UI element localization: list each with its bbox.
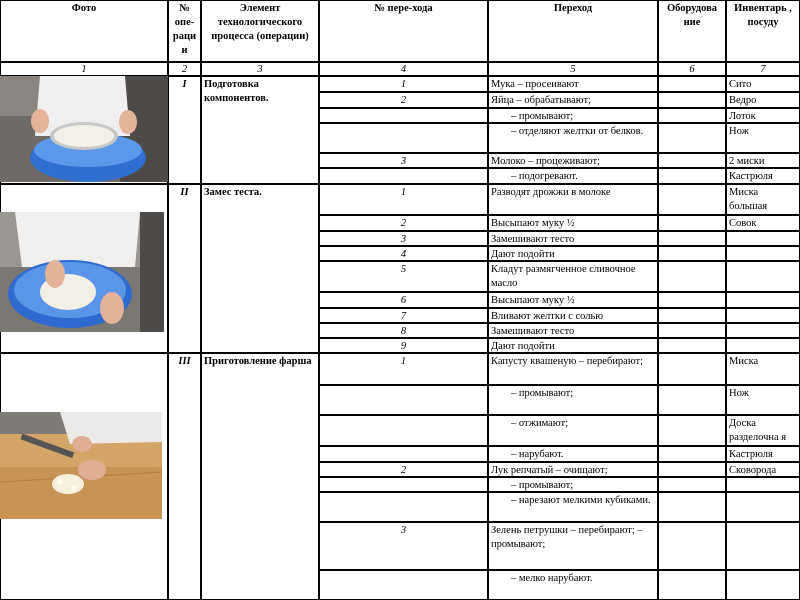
- chopping-cabbage-photo: [0, 412, 162, 519]
- transition-number: 2: [319, 462, 488, 477]
- inventory-cell: [726, 246, 800, 261]
- equipment-cell: [658, 168, 726, 184]
- inventory-cell: Нож: [726, 123, 800, 153]
- inventory-cell: Кастрюля: [726, 446, 800, 462]
- equipment-cell: [658, 492, 726, 522]
- transition-text: – нарубают.: [488, 446, 658, 462]
- transition-text: – нарезают мелкими кубиками.: [488, 492, 658, 522]
- process-element: Подготовка компонентов.: [201, 76, 319, 184]
- col-number-1: 1: [0, 62, 168, 76]
- process-element: Замес теста.: [201, 184, 319, 353]
- transition-number: [319, 477, 488, 492]
- equipment-cell: [658, 123, 726, 153]
- transition-number: [319, 446, 488, 462]
- equipment-cell: [658, 108, 726, 123]
- sifting-flour-photo: [0, 76, 168, 182]
- col-number-4: 4: [319, 62, 488, 76]
- equipment-cell: [658, 76, 726, 92]
- transition-text: Замешивают тесто: [488, 231, 658, 246]
- inventory-cell: Ведро: [726, 92, 800, 108]
- transition-number: 5: [319, 261, 488, 292]
- col-number-7: 7: [726, 62, 800, 76]
- inventory-cell: Миска большая: [726, 184, 800, 215]
- transition-number: [319, 492, 488, 522]
- transition-text: Кладут размягченное сливочное масло: [488, 261, 658, 292]
- transition-number: [319, 415, 488, 446]
- inventory-cell: Нож: [726, 385, 800, 415]
- inventory-cell: Миска: [726, 353, 800, 385]
- equipment-cell: [658, 215, 726, 231]
- transition-number: 3: [319, 522, 488, 570]
- transition-text: – мелко нарубают.: [488, 570, 658, 600]
- operation-number: II: [168, 184, 201, 353]
- transition-text: Дают подойти: [488, 246, 658, 261]
- transition-text: – промывают;: [488, 385, 658, 415]
- transition-number: 3: [319, 231, 488, 246]
- inventory-cell: Кастрюля: [726, 168, 800, 184]
- transition-number: 6: [319, 292, 488, 308]
- equipment-cell: [658, 292, 726, 308]
- inventory-cell: Сковорода: [726, 462, 800, 477]
- transition-number: [319, 123, 488, 153]
- transition-text: Замешивают тесто: [488, 323, 658, 338]
- transition-number: 1: [319, 76, 488, 92]
- inventory-cell: Совок: [726, 215, 800, 231]
- transition-text: Разводят дрожжи в молоке: [488, 184, 658, 215]
- header-transition-num: № пере-хода: [319, 0, 488, 62]
- transition-number: 4: [319, 246, 488, 261]
- col-number-6: 6: [658, 62, 726, 76]
- header-equipment: Оборудова ние: [658, 0, 726, 62]
- equipment-cell: [658, 92, 726, 108]
- col-number-5: 5: [488, 62, 658, 76]
- equipment-cell: [658, 415, 726, 446]
- transition-number: 9: [319, 338, 488, 353]
- transition-number: 2: [319, 215, 488, 231]
- process-element: Приготовление фарша: [201, 353, 319, 600]
- inventory-cell: [726, 261, 800, 292]
- inventory-cell: [726, 522, 800, 570]
- header-element: Элемент технологического процесса (операции): [201, 0, 319, 62]
- transition-text: Молоко – процеживают;: [488, 153, 658, 168]
- inventory-cell: [726, 292, 800, 308]
- transition-text: Яйца – обрабатывают;: [488, 92, 658, 108]
- equipment-cell: [658, 308, 726, 323]
- operation-number: III: [168, 353, 201, 600]
- transition-number: [319, 108, 488, 123]
- transition-number: 8: [319, 323, 488, 338]
- equipment-cell: [658, 353, 726, 385]
- transition-text: Капусту квашеную – перебирают;: [488, 353, 658, 385]
- transition-text: – отжимают;: [488, 415, 658, 446]
- header-inventory: Инвентарь , посуду: [726, 0, 800, 62]
- transition-number: [319, 385, 488, 415]
- equipment-cell: [658, 246, 726, 261]
- inventory-cell: 2 миски: [726, 153, 800, 168]
- equipment-cell: [658, 570, 726, 600]
- transition-number: 7: [319, 308, 488, 323]
- transition-text: Зелень петрушки – перебирают; – промывают;: [488, 522, 658, 570]
- equipment-cell: [658, 462, 726, 477]
- inventory-cell: Сито: [726, 76, 800, 92]
- transition-text: – промывают;: [488, 108, 658, 123]
- transition-number: 1: [319, 184, 488, 215]
- inventory-cell: [726, 231, 800, 246]
- inventory-cell: [726, 323, 800, 338]
- equipment-cell: [658, 338, 726, 353]
- transition-text: – промывают;: [488, 477, 658, 492]
- inventory-cell: Лоток: [726, 108, 800, 123]
- header-op-num: № опе-раци и: [168, 0, 201, 62]
- kneading-dough-photo: [0, 212, 164, 332]
- equipment-cell: [658, 231, 726, 246]
- equipment-cell: [658, 153, 726, 168]
- col-number-3: 3: [201, 62, 319, 76]
- transition-number: [319, 168, 488, 184]
- inventory-cell: Доска разделочна я: [726, 415, 800, 446]
- equipment-cell: [658, 522, 726, 570]
- equipment-cell: [658, 261, 726, 292]
- transition-text: – отделяют желтки от белков.: [488, 123, 658, 153]
- col-number-2: 2: [168, 62, 201, 76]
- inventory-cell: [726, 570, 800, 600]
- transition-text: Лук репчатый – очищают;: [488, 462, 658, 477]
- transition-text: Дают подойти: [488, 338, 658, 353]
- transition-text: Высыпают муку ½: [488, 292, 658, 308]
- inventory-cell: [726, 308, 800, 323]
- header-photo: Фото: [0, 0, 168, 62]
- transition-text: Высыпают муку ½: [488, 215, 658, 231]
- header-transition: Переход: [488, 0, 658, 62]
- equipment-cell: [658, 446, 726, 462]
- transition-number: 3: [319, 153, 488, 168]
- equipment-cell: [658, 477, 726, 492]
- equipment-cell: [658, 184, 726, 215]
- equipment-cell: [658, 323, 726, 338]
- transition-text: Мука – просеивают: [488, 76, 658, 92]
- transition-text: Вливают желтки с солью: [488, 308, 658, 323]
- transition-number: 2: [319, 92, 488, 108]
- inventory-cell: [726, 477, 800, 492]
- inventory-cell: [726, 492, 800, 522]
- equipment-cell: [658, 385, 726, 415]
- inventory-cell: [726, 338, 800, 353]
- operation-number: I: [168, 76, 201, 184]
- transition-number: 1: [319, 353, 488, 385]
- transition-number: [319, 570, 488, 600]
- transition-text: – подогревают.: [488, 168, 658, 184]
